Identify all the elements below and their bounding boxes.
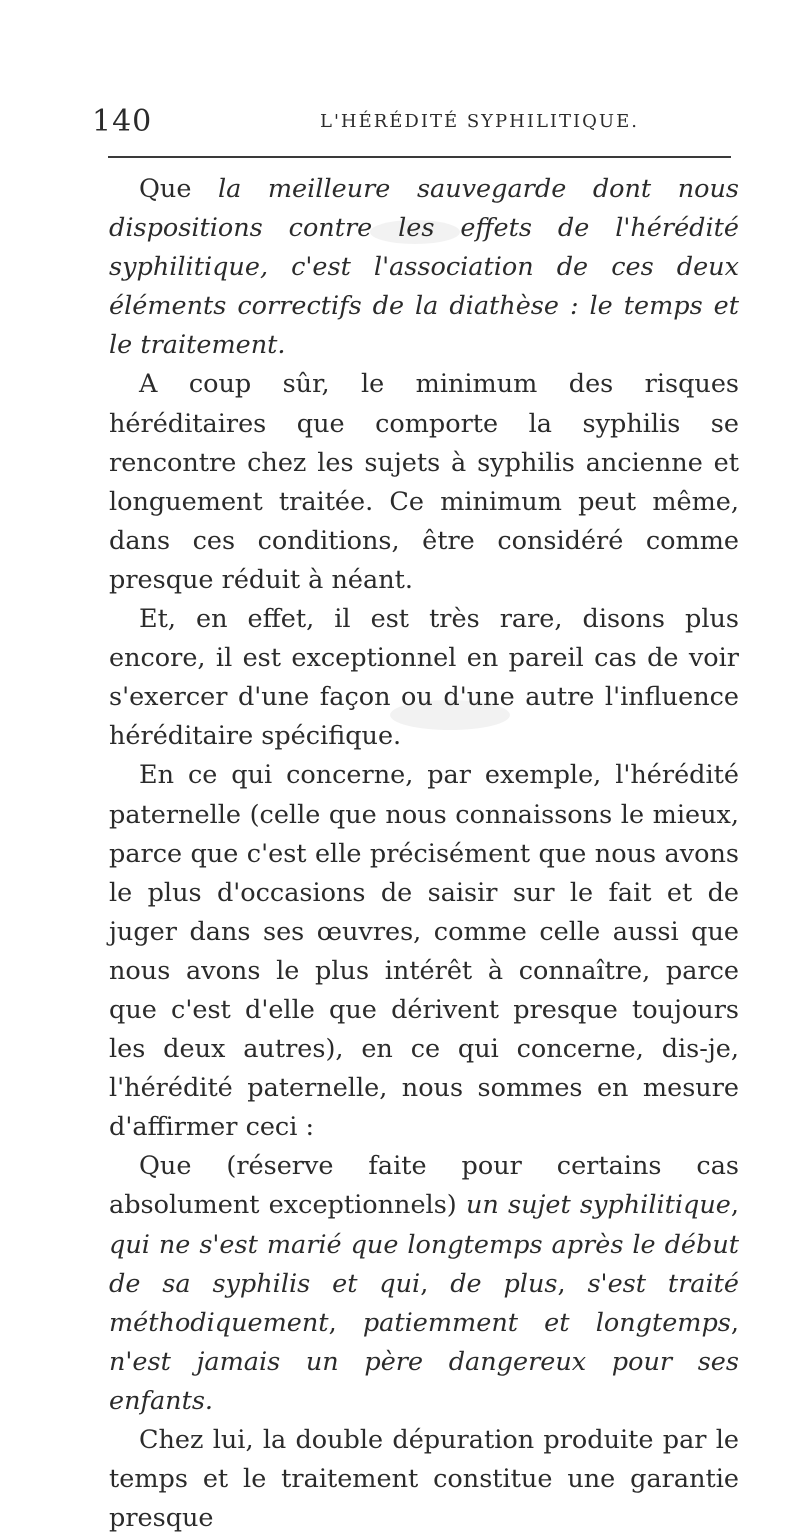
- text-run: ,: [420, 1268, 451, 1299]
- paragraph: [109, 756, 739, 1147]
- paper-mark: [370, 220, 460, 244]
- text-run: Chez lui, la double dépuration produite par le temps et le traitement constitue une garantie presque: [109, 1425, 739, 1534]
- text-run: ,: [328, 1307, 363, 1338]
- text-run: ,: [730, 1190, 739, 1221]
- text-run: Que (réserve faite pour certains cas absolument exceptionnels): [109, 1151, 739, 1221]
- page-header: [92, 102, 732, 142]
- page-number: 140: [92, 104, 153, 139]
- paragraph: [109, 600, 739, 756]
- text-run: Et, en effet, il est très rare, disons plus encore, il est exceptionnel en pareil cas de voir s'exercer d'une façon ou d'une autre l'influence héréditaire spécifique.: [109, 604, 739, 752]
- text-run: En ce qui concerne, par exemple, l'hérédité paternelle (celle que nous connaissons le mieux, parce que c'est elle précisément que nous avons le plus d'occasions de saisir sur le fait et de juger dans ses œuvres, comme celle aussi que nous avons le plus intérêt à connaître, parce que c'est d'elle que dérivent presque toujours les deux autres), en ce qui concerne, dis-je, l'hérédité paternelle, nous sommes en mesure d'affirmer ceci :: [109, 760, 739, 1143]
- paragraph: [109, 170, 739, 365]
- paragraph: [109, 1421, 739, 1538]
- italic-text: un sujet syphilitique: [465, 1190, 731, 1221]
- header-rule: [108, 156, 731, 158]
- italic-text: de plus: [450, 1268, 558, 1299]
- italic-text: patiemment et longtemps: [362, 1307, 731, 1338]
- paragraph: [109, 365, 739, 600]
- paper-mark: [390, 700, 510, 730]
- paragraph: [109, 1147, 739, 1421]
- italic-text: s'est traité méthodiquement: [109, 1268, 739, 1338]
- running-title: L'HÉRÉDITÉ SYPHILITIQUE.: [320, 111, 639, 132]
- italic-text: qui ne s'est marié que longtemps après le début de sa syphilis et qui: [109, 1229, 739, 1299]
- text-run: ,: [557, 1268, 588, 1299]
- text-run: A coup sûr, le minimum des risques héréditaires que comporte la syphilis se rencontre chez les sujets à syphilis ancienne et longuement traitée. Ce minimum peut même, dans ces conditions, être considéré comme presque réduit à néant.: [109, 369, 739, 595]
- body-text: [109, 170, 739, 1538]
- italic-text: n'est jamais un père dangereux pour ses enfants.: [109, 1346, 739, 1416]
- italic-text: la meilleure sauvegarde dont nous dispositions contre les effets de l'hérédité syphilitique, c'est l'association de ces deux éléments correctifs de la diathèse : le temps et le traitement.: [109, 174, 739, 361]
- text-run: Que: [139, 174, 218, 204]
- text-run: ,: [730, 1307, 739, 1338]
